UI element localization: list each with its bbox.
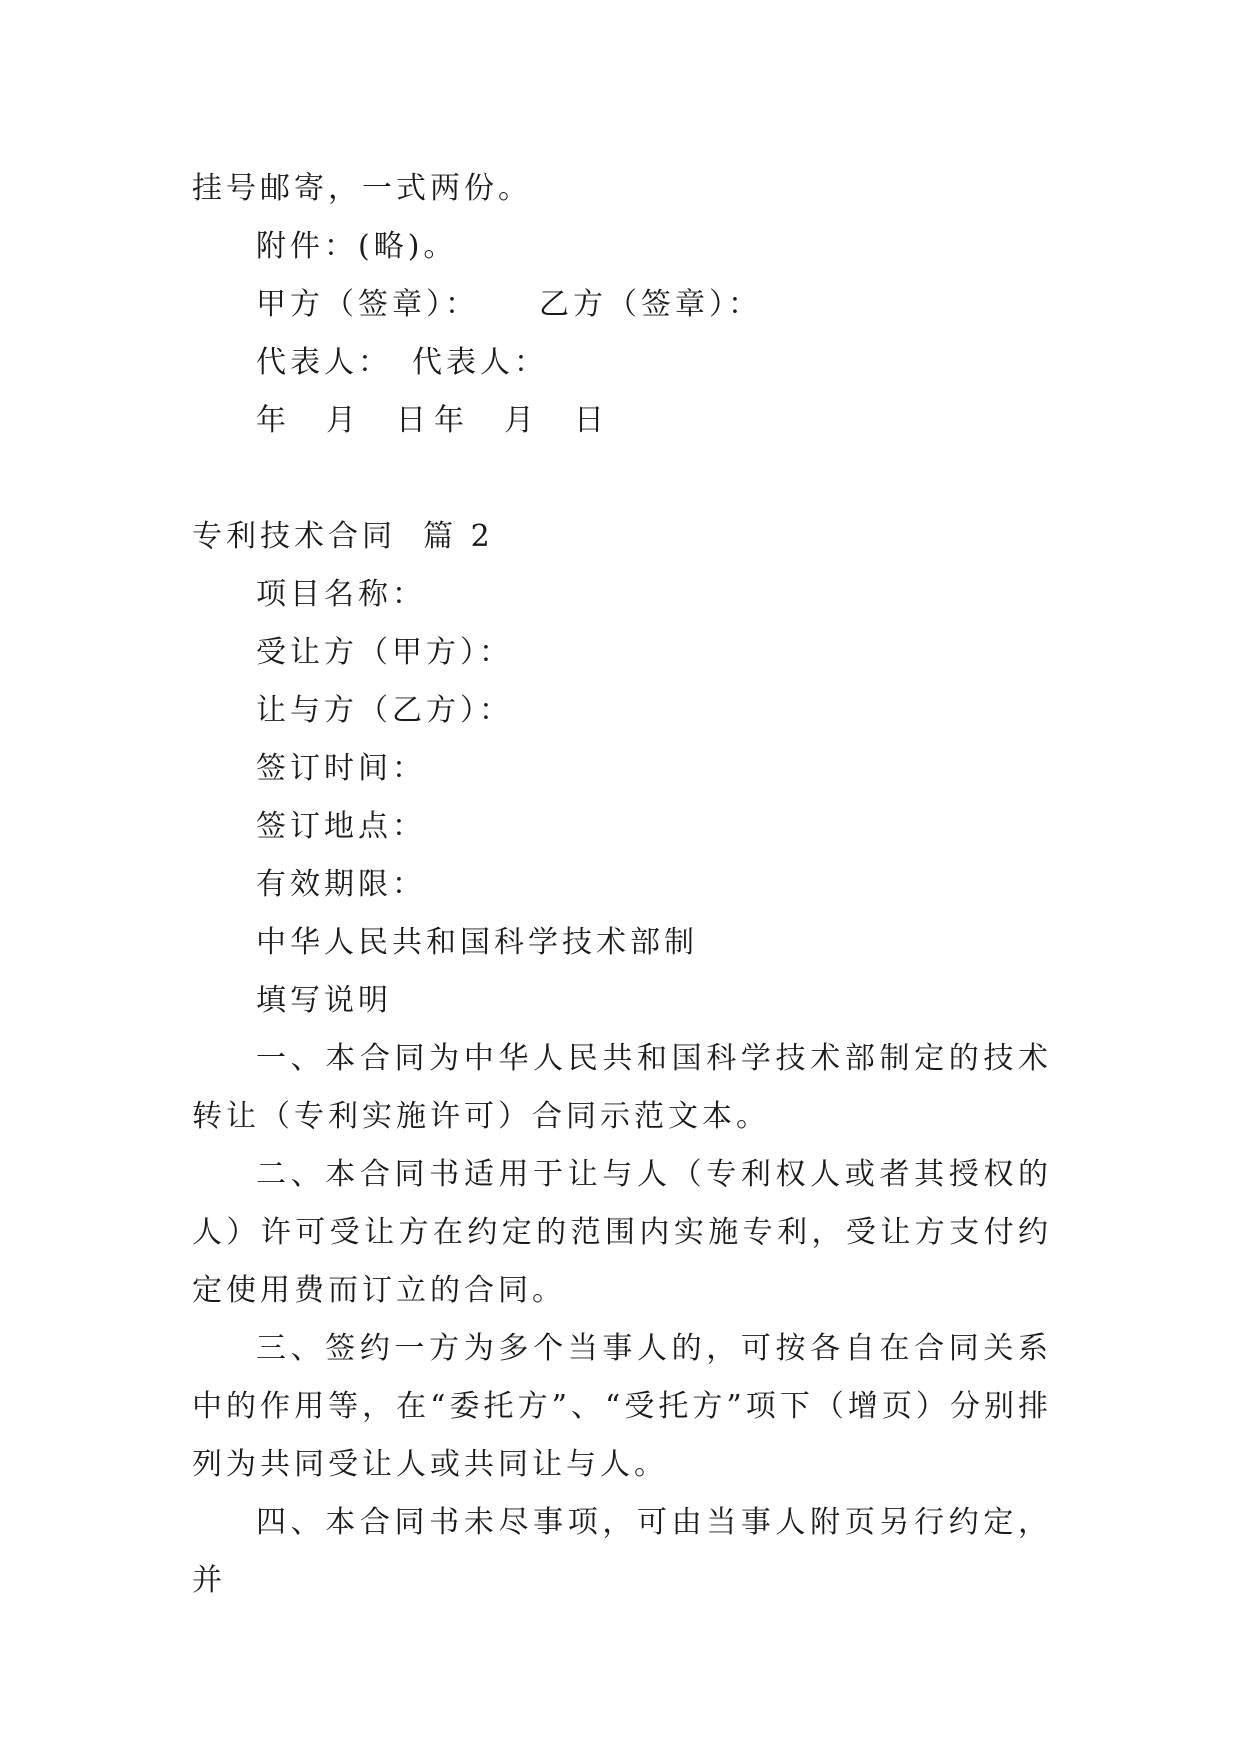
instruction-paragraph-3: 三、签约一方为多个当事人的，可按各自在合同关系中的作用等，在“委托方”、“受托方”项下（增页）分别排列为共同受让人或共同让与人。 [192, 1331, 1052, 1482]
document-body [192, 160, 1052, 1610]
date-line [192, 392, 1052, 450]
date-b-month: 月 [504, 403, 538, 438]
party-a-signature-label: 甲方（签章）： [256, 287, 479, 322]
representative-line [192, 334, 1052, 392]
field-validity-period: 有效期限： [256, 867, 426, 902]
representative-b-label: 代表人： [412, 345, 548, 380]
issuer-line: 中华人民共和国科学技术部制 [256, 925, 698, 960]
field-transferor: 让与方（乙方）： [256, 693, 513, 728]
attachment-line: 附件：(略)。 [256, 229, 458, 264]
representative-a-label: 代表人： [256, 345, 392, 380]
field-transferee: 受让方（甲方）： [256, 635, 513, 670]
date-a-month: 月 [326, 403, 360, 438]
instruction-paragraph-2: 二、本合同书适用于让与人（专利权人或者其授权的人）许可受让方在约定的范围内实施专利，受让方支付约定使用费而订立的合同。 [192, 1157, 1052, 1308]
field-signing-time: 签订时间： [256, 751, 426, 786]
instruction-paragraph-1: 一、本合同为中华人民共和国科学技术部制定的技术转让（专利实施许可）合同示范文本。 [192, 1041, 1052, 1134]
section-spacer [192, 450, 1052, 508]
date-a-day: 日 [396, 403, 430, 438]
date-b-day: 日 [574, 403, 608, 438]
field-signing-place: 签订地点： [256, 809, 426, 844]
date-b-year: 年 [434, 403, 468, 438]
signature-line [192, 276, 1052, 334]
instructions-title: 填写说明 [256, 983, 392, 1018]
party-b-signature-label: 乙方（签章）： [539, 287, 762, 322]
intro-line: 挂号邮寄，一式两份。 [192, 171, 532, 206]
field-project-name: 项目名称： [256, 577, 426, 612]
instruction-paragraph-4: 四、本合同书未尽事项，可由当事人附页另行约定，并 [192, 1505, 1052, 1598]
section-title: 专利技术合同 篇 2 [192, 519, 494, 554]
date-a-year: 年 [256, 403, 290, 438]
